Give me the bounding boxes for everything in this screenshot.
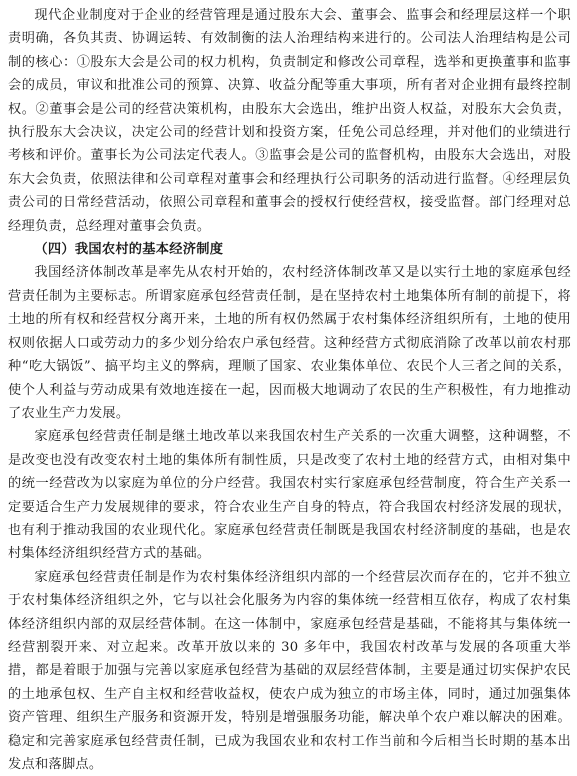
section-heading: （四）我国农村的基本经济制度 <box>34 242 224 258</box>
paragraph-dual-management: 家庭承包经营责任制是作为农村集体经济组织内部的一个经营层次而存在的，它并不独立于农村集体经济组织之外，它与以社会化服务为内容的集体统一经营相互依存，构成了农村集体经济组织内部的双层经营体制。在这一体制中，家庭承包经营是基础，不能将其与集体统一经营割裂开来、对立起来。改革开放以来的 30 多年中，我国农村改革与发展的各项重大举措，都是着眼于加强与完善以家庭承包经营为基础的双层经营体制，主要是通过切实保护农民的土地承包权、生产自主权和经营收益权，使农户成为独立的市场主体，同时，通过加强集体资产管理、组织生产服务和资源开发，特别是增强服务功能，解决单个农户难以解决的困难。稳定和完善家庭承包经营责任制，已成为我国农业和农村工作当前和今后相当长时期的基本出发点和落脚点。 <box>8 569 571 772</box>
paragraph-corporate-governance: 现代企业制度对于企业的经营管理是通过股东大会、董事会、监事会和经理层这样一个职责明确，各负其责、协调运转、有效制衡的法人治理结构来进行的。公司法人治理结构是公司制的核心：①股东大会是公司的权力机构，负责制定和修改公司章程，选举和更换董事和监事会的成员，审议和批准公司的预算、决算、收益分配等重大事项，所有者对企业拥有最终控制权。②董事会是公司的经营决策机构，由股东大会选出，维护出资人权益，对股东大会负责，执行股东大会决议，决定公司的经营计划和投资方案，任免公司总经理，并对他们的业绩进行考核和评价。董事长为公司法定代表人。③监事会是公司的监督机构，由股东大会选出，对股东大会负责，依照法律和公司章程对董事会和经理执行公司职务的活动进行监督。④经理层负责公司的日常经营活动，依照公司章程和董事会的授权行使经营权，接受监督。部门经理对总经理负责，总经理对董事会负责。 <box>8 8 571 234</box>
paragraph-household-contract: 家庭承包经营责任制是继土地改革以来我国农村生产关系的一次重大调整，这种调整，不是改变也没有改变农村土地的集体所有制性质，只是改变了农村土地的经营方式，由相对集中的统一经营改为以家庭为单位的分户经营。我国农村实行家庭承包经营制度，符合生产关系一定要适合生产力发展规律的要求，符合农业生产自身的特点，符合我国农村经济发展的现状，也有利于推动我国的农业现代化。家庭承包经营责任制既是我国农村经济制度的基础，也是农村集体经济组织经营方式的基础。 <box>8 429 571 562</box>
paragraph-rural-reform: 我国经济体制改革是率先从农村开始的，农村经济体制改革又是以实行土地的家庭承包经营责任制为主要标志。所谓家庭承包经营责任制，是在坚持农村土地集体所有制的前提下，将土地的所有权和经营权分离开来，土地的所有权仍然属于农村集体经济组织所有，土地的使用权则依据人口或劳动力的多少划分给农户承包经营。这种经营方式彻底消除了改革以前农村那种“吃大锅饭”、搞平均主义的弊病，理顺了国家、农业集体单位、农民个人三者之间的关系，使个人利益与劳动成果有效地连接在一起，因而极大地调动了农民的生产积极性，有力地推动了农业生产力发展。 <box>8 265 571 421</box>
